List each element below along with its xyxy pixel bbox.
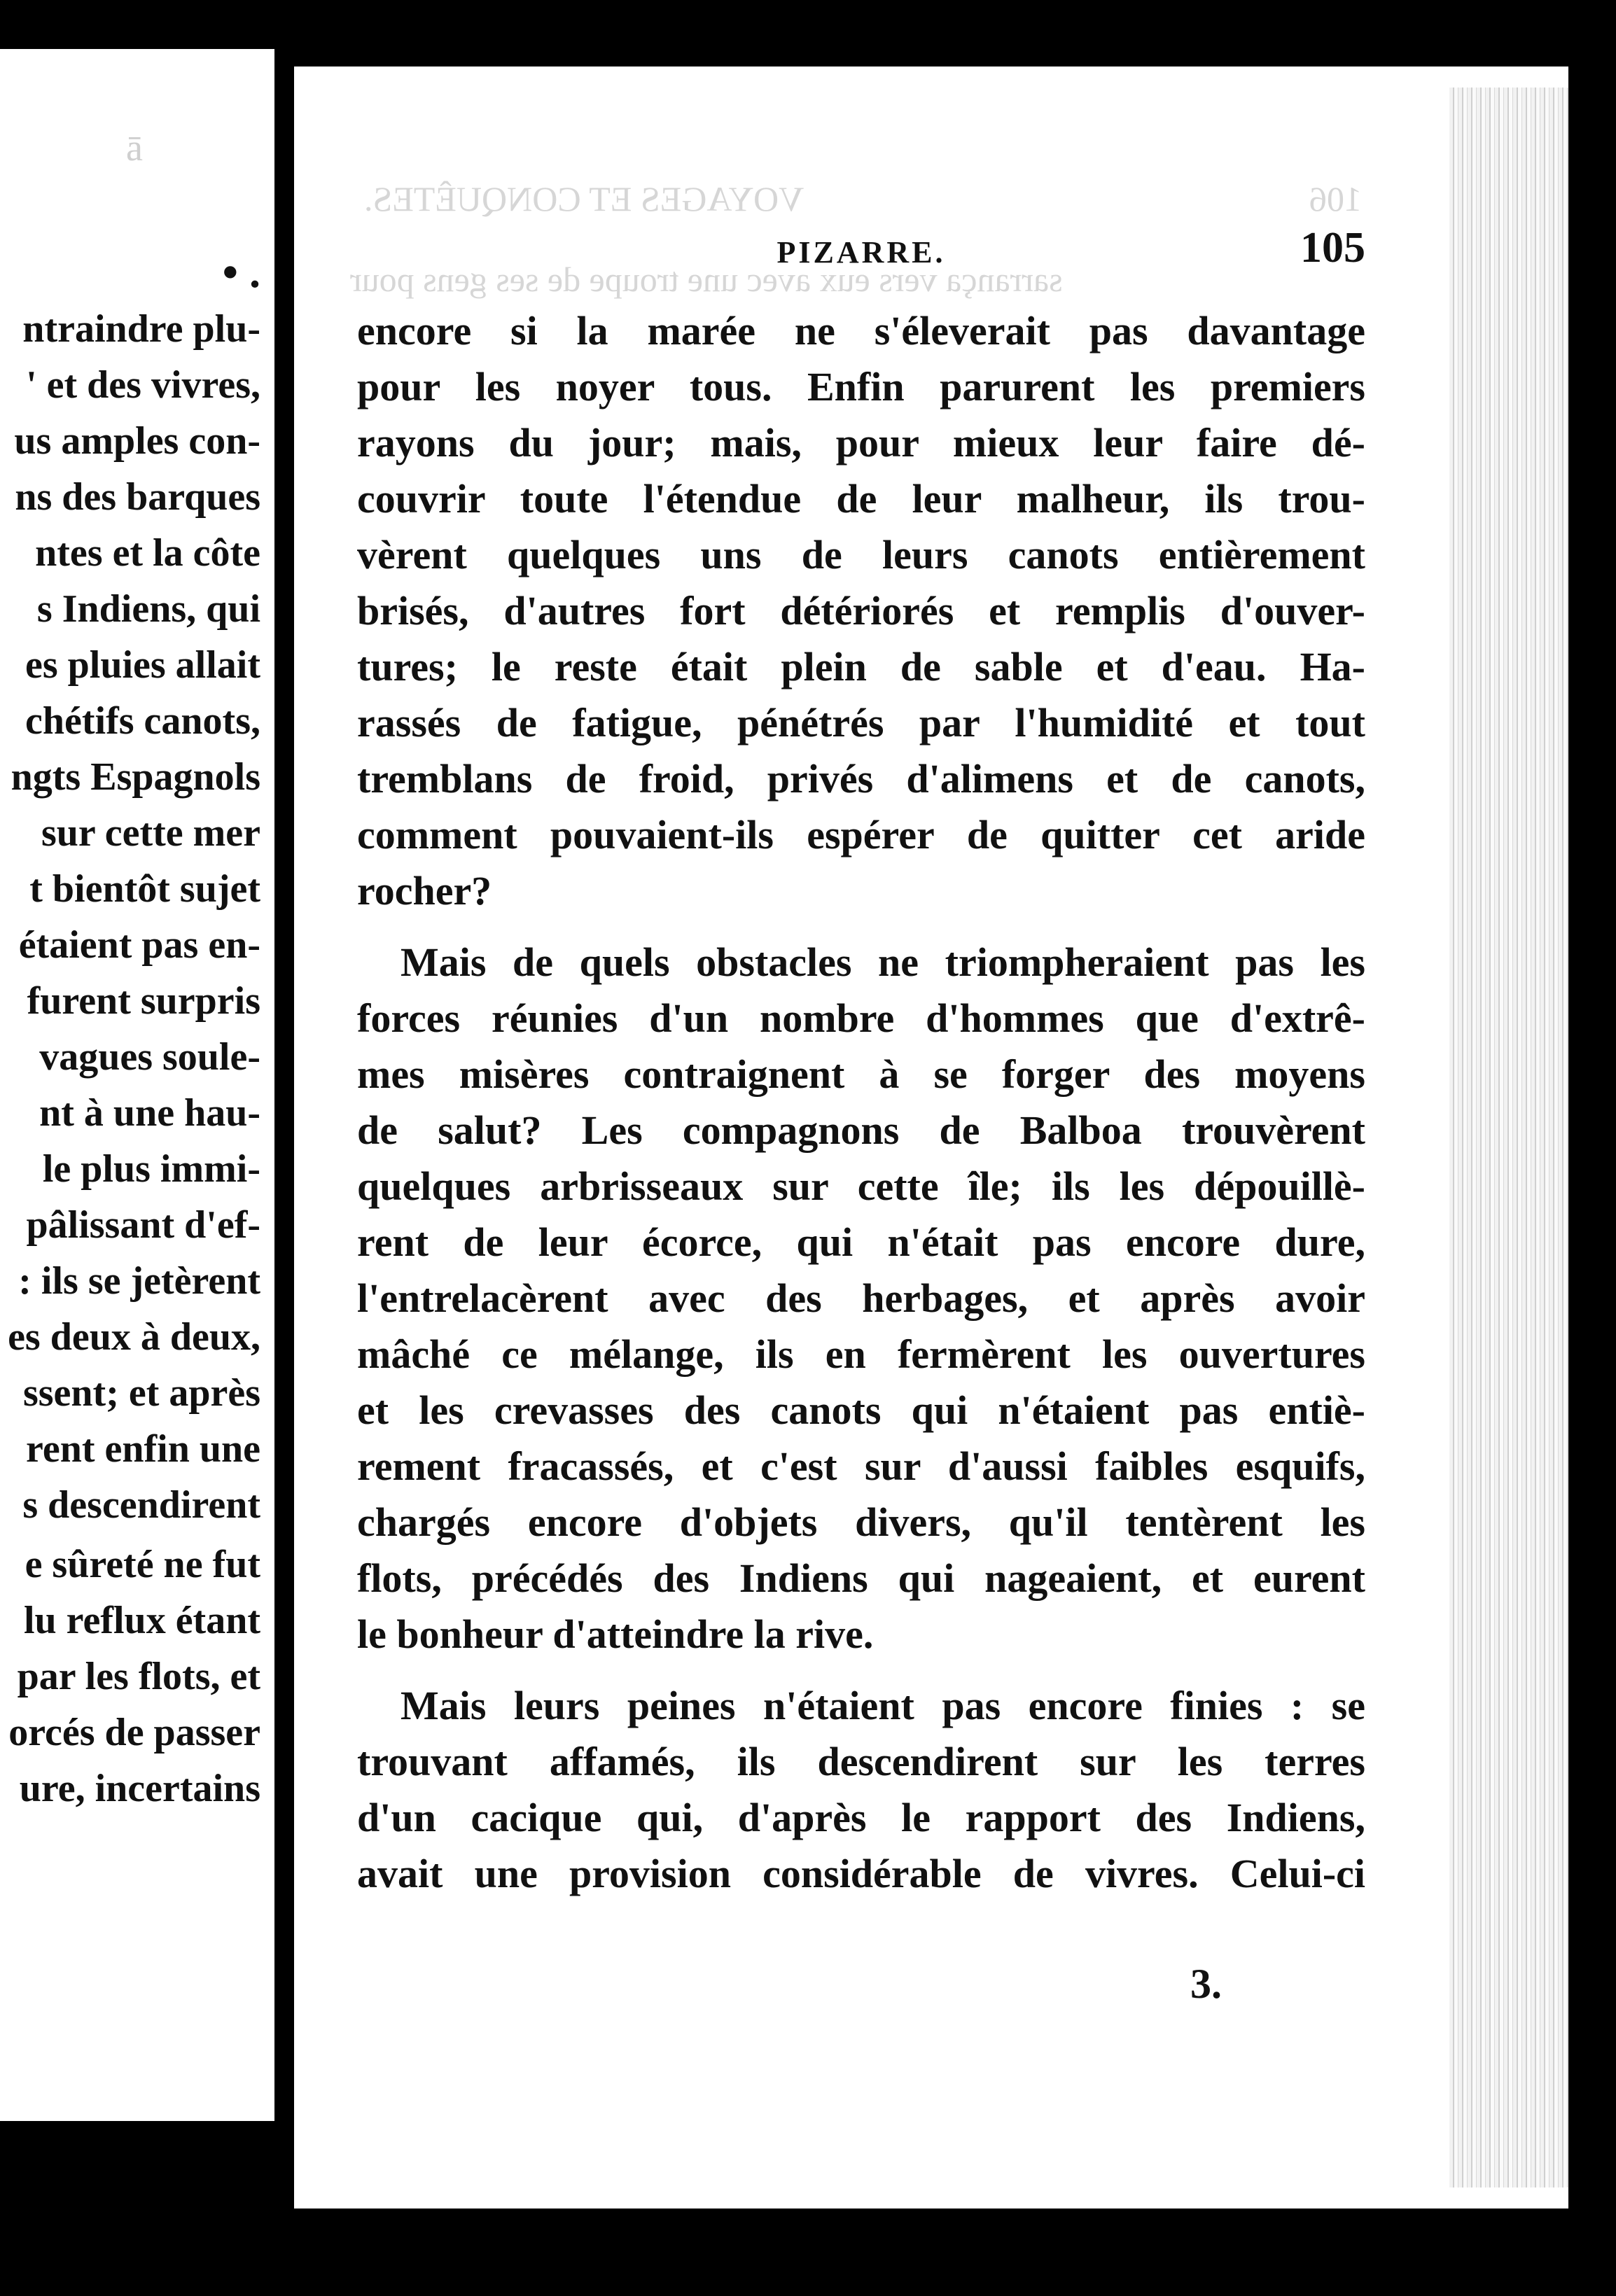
text-line: l'entrelacèrent avec des herbages, et après avoir [357,1275,1365,1321]
left-page-line: ntraindre plu- [22,307,260,351]
left-page-line: par les flots, et [17,1655,260,1698]
bleed-through-header: VOYAGES ET CONQUÊTES. [364,179,804,218]
text-line: quelques arbrisseaux sur cette île; ils les dépouillè- [357,1163,1365,1209]
left-page-line: ns des barques [15,475,260,519]
text-line: tures; le reste était plein de sable et d'eau. Ha- [357,644,1365,690]
left-page-line: ssent; et après [22,1371,260,1415]
left-page-line: orcés de passer [8,1711,260,1754]
text-line: et les crevasses des canots qui n'étaient pas entiè- [357,1387,1365,1433]
text-line: pour les noyer tous. Enfin parurent les premiers [357,364,1365,410]
left-page-fragment [0,49,274,2121]
left-page-dots: • . [222,247,260,297]
text-line: de salut? Les compagnons de Balboa trouvèrent [357,1107,1365,1153]
text-line: rement fracassés, et c'est sur d'aussi faibles esquifs, [357,1443,1365,1489]
left-page-line: vagues soule- [39,1035,260,1079]
text-line: trouvant affamés, ils descendirent sur les terres [357,1739,1365,1784]
left-page-bleed-through: ā [126,127,143,169]
running-title: PIZARRE. [776,235,946,270]
text-line: Mais de quels obstacles ne triompheraient pas les [400,939,1365,985]
page-header [357,224,1365,290]
text-line: Mais leurs peines n'étaient pas encore finies : se [400,1683,1365,1728]
left-page-line: étaient pas en- [18,923,260,967]
bleed-through-line: sarrança vers eux avec une troupe de ses gens pour [350,260,1063,299]
text-line: mes misères contraignent à se forger des moyens [357,1051,1365,1097]
text-line: rayons du jour; mais, pour mieux leur faire dé- [357,420,1365,465]
left-page-line: ure, incertains [19,1767,260,1810]
text-line: le bonheur d'atteindre la rive. [357,1611,874,1657]
text-line: couvrir toute l'étendue de leur malheur, ils trou- [357,476,1365,522]
left-page-line: le plus immi- [42,1147,260,1191]
signature-mark: 3. [1190,1961,1222,2007]
left-page-line: t bientôt sujet [29,867,260,911]
text-line: rent de leur écorce, qui n'était pas encore dure, [357,1219,1365,1265]
text-line: forces réunies d'un nombre d'hommes que d'extrê- [357,995,1365,1041]
text-line: rassés de fatigue, pénétrés par l'humidité et tout [357,700,1365,746]
left-page-line: furent surpris [27,979,260,1023]
text-line: chargés encore d'objets divers, qu'il tentèrent les [357,1499,1365,1545]
left-page-line: es deux à deux, [8,1315,260,1359]
left-page-line: s Indiens, qui [36,587,260,631]
left-page-line: chétifs canots, [25,699,260,743]
left-page-line: ' et des vivres, [26,363,260,407]
text-line: comment pouvaient-ils espérer de quitter cet aride [357,812,1365,858]
paragraph [357,1678,1365,1902]
text-line: mâché ce mélange, ils en fermèrent les ouvertures [357,1331,1365,1377]
bleed-through-page-number: 106 [1309,179,1362,218]
paragraph [357,303,1365,919]
left-page-line: rent enfin une [26,1427,260,1471]
text-line: vèrent quelques uns de leurs canots entièrement [357,532,1365,578]
page-number: 105 [1300,224,1365,272]
body-text [357,303,1365,1917]
left-page-line: nt à une hau- [39,1091,260,1135]
left-page-text [0,301,260,1816]
text-line: flots, précédés des Indiens qui nageaient, et eurent [357,1555,1365,1601]
page-edges [1449,88,1568,2188]
text-line: brisés, d'autres fort détériorés et remplis d'ouver- [357,588,1365,634]
text-line: d'un cacique qui, d'après le rapport des Indiens, [357,1795,1365,1840]
left-page-line: ngts Espagnols [11,755,260,799]
left-page-line: lu reflux étant [23,1599,260,1642]
left-page-line: e sûreté ne fut [25,1543,260,1586]
text-line: rocher? [357,868,492,913]
left-page-line: sur cette mer [41,811,260,855]
left-page-line: es pluies allait [25,643,260,687]
left-page-line: ntes et la côte [35,531,260,575]
left-page-line: pâlissant d'ef- [26,1203,260,1247]
left-page-line: s descendirent [22,1483,260,1527]
text-line: tremblans de froid, privés d'alimens et de canots, [357,756,1365,802]
book-page [294,66,1568,2208]
left-page-line: : ils se jetèrent [18,1259,260,1303]
text-line: encore si la marée ne s'éleverait pas davantage [357,308,1365,354]
paragraph [357,934,1365,1662]
left-page-line: us amples con- [14,419,260,463]
text-line: avait une provision considérable de vivres. Celui-ci [357,1851,1365,1896]
